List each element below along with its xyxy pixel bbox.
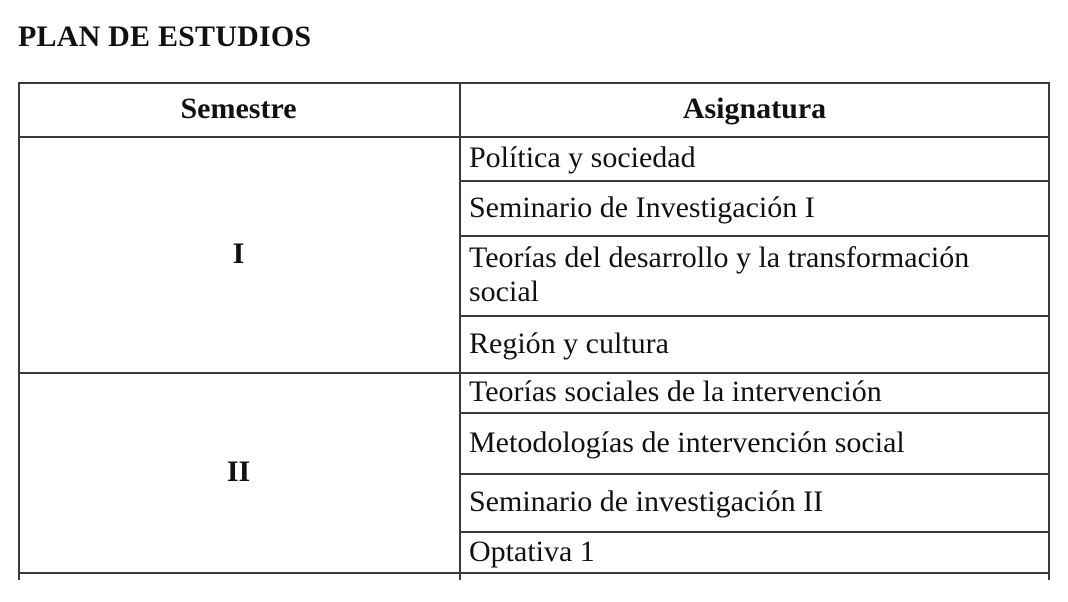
semester-label: II xyxy=(226,455,251,488)
subject-text: Región y cultura xyxy=(469,326,669,360)
subject-cell xyxy=(459,235,1050,315)
subject-text: Metodologías de intervención social xyxy=(469,425,905,459)
subject-cell xyxy=(459,531,1050,572)
subject-cell xyxy=(459,180,1050,235)
subject-text: Teorías del desarrollo y la transformación social xyxy=(469,241,970,308)
header-subject: Asignatura xyxy=(682,92,827,125)
subject-cell xyxy=(459,412,1050,473)
subject-cell xyxy=(459,372,1050,412)
header-semester: Semestre xyxy=(180,92,297,125)
page-title: PLAN DE ESTUDIOS xyxy=(18,20,312,53)
semester-label: I xyxy=(232,237,245,270)
semester-divider xyxy=(18,572,1050,574)
subject-text: Optativa 1 xyxy=(469,534,595,568)
subject-text: Política y sociedad xyxy=(469,141,696,174)
subject-text: Seminario de investigación II xyxy=(469,485,824,518)
subject-cell xyxy=(459,136,1050,180)
subject-cell xyxy=(459,315,1050,372)
subject-text: Seminario de Investigación I xyxy=(469,190,815,224)
subject-cell xyxy=(459,473,1050,531)
study-plan-table xyxy=(18,82,1050,602)
subject-text: Teorías sociales de la intervención xyxy=(469,375,882,408)
